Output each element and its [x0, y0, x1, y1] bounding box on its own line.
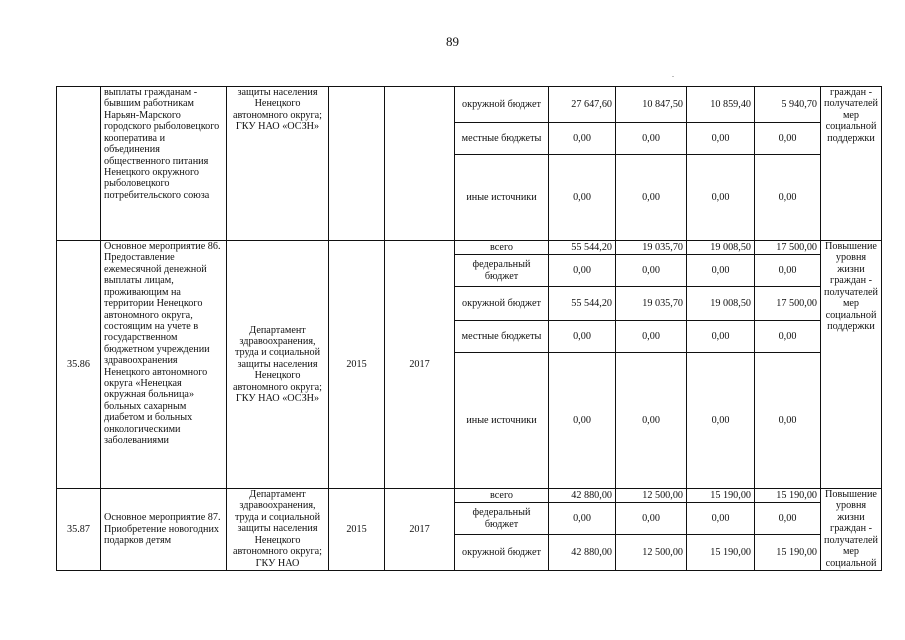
amount-2015: 0,00: [616, 255, 687, 287]
amount-2015: 0,00: [616, 155, 687, 241]
funding-source: окружной бюджет: [455, 535, 549, 571]
measure-name: Основное мероприятие 87. Приобретение новогодних подарков детям: [101, 489, 227, 571]
funding-source: иные источники: [455, 155, 549, 241]
table-row: [57, 241, 882, 255]
funding-source: иные источники: [455, 353, 549, 489]
amount-2017: 0,00: [755, 123, 821, 155]
table-row: [57, 87, 882, 123]
amount-total: 55 544,20: [549, 287, 616, 321]
amount-2015: 19 035,70: [616, 241, 687, 255]
amount-2015: 0,00: [616, 353, 687, 489]
amount-2016: 0,00: [687, 321, 755, 353]
amount-2017: 17 500,00: [755, 287, 821, 321]
item-number: [57, 87, 101, 241]
amount-total: 0,00: [549, 155, 616, 241]
amount-2017: 15 190,00: [755, 489, 821, 503]
end-year: 2017: [385, 489, 455, 571]
expected-result: Повышение уровня жизни граждан - получателей мер социальной: [821, 489, 882, 571]
funding-source: всего: [455, 241, 549, 255]
funding-source: федеральный бюджет: [455, 255, 549, 287]
amount-2017: 17 500,00: [755, 241, 821, 255]
amount-2017: 0,00: [755, 353, 821, 489]
amount-2016: 0,00: [687, 123, 755, 155]
expected-result: граждан - получателей мер социальной поддержки: [821, 87, 882, 241]
funding-source: местные бюджеты: [455, 321, 549, 353]
amount-2015: 0,00: [616, 321, 687, 353]
amount-2017: 0,00: [755, 321, 821, 353]
amount-2015: 19 035,70: [616, 287, 687, 321]
funding-source: окружной бюджет: [455, 87, 549, 123]
page-number: 89: [446, 34, 459, 49]
table-row: [57, 489, 882, 503]
amount-2017: 5 940,70: [755, 87, 821, 123]
start-year: 2015: [329, 241, 385, 489]
executor: защиты населения Ненецкого автономного округа; ГКУ НАО «ОСЗН»: [227, 87, 329, 241]
amount-2017: 0,00: [755, 155, 821, 241]
start-year: 2015: [329, 489, 385, 571]
amount-total: 0,00: [549, 321, 616, 353]
amount-total: 42 880,00: [549, 535, 616, 571]
amount-2016: 10 859,40: [687, 87, 755, 123]
amount-total: 0,00: [549, 353, 616, 489]
program-table: [56, 86, 882, 571]
amount-total: 55 544,20: [549, 241, 616, 255]
end-year: 2017: [385, 241, 455, 489]
amount-2016: 15 190,00: [687, 489, 755, 503]
start-year: [329, 87, 385, 241]
executor: Департамент здравоохранения, труда и социальной защиты населения Ненецкого автономного округа; ГКУ НАО: [227, 489, 329, 571]
amount-2016: 19 008,50: [687, 241, 755, 255]
measure-name: Основное мероприятие 86. Предоставление ежемесячной денежной выплаты лицам, проживающим на территории Ненецкого автономного округа, состоящим на учете в государственном бюджетном учреждении здравоохранения Ненецкого автономного округа «Ненецкая окружная больница» больных сахарным диабетом и больных онкологическими заболеваниями: [101, 241, 227, 489]
funding-source: местные бюджеты: [455, 123, 549, 155]
funding-source: всего: [455, 489, 549, 503]
amount-2016: 0,00: [687, 503, 755, 535]
end-year: [385, 87, 455, 241]
amount-total: 42 880,00: [549, 489, 616, 503]
amount-2016: 0,00: [687, 155, 755, 241]
funding-source: федеральный бюджет: [455, 503, 549, 535]
amount-2015: 10 847,50: [616, 87, 687, 123]
executor: Департамент здравоохранения, труда и социальной защиты населения Ненецкого автономного округа; ГКУ НАО «ОСЗН»: [227, 241, 329, 489]
amount-2017: 0,00: [755, 255, 821, 287]
amount-2015: 12 500,00: [616, 535, 687, 571]
measure-name: выплаты гражданам - бывшим работникам Нарьян-Марского городского рыболовецкого кооператива и объединения общественного питания Ненецкого окружного рыболовецкого потребительского союза: [101, 87, 227, 241]
amount-total: 27 647,60: [549, 87, 616, 123]
amount-2015: 12 500,00: [616, 489, 687, 503]
amount-total: 0,00: [549, 503, 616, 535]
amount-2016: 0,00: [687, 255, 755, 287]
scan-mark: .: [672, 70, 674, 79]
amount-2017: 0,00: [755, 503, 821, 535]
amount-total: 0,00: [549, 123, 616, 155]
amount-2015: 0,00: [616, 503, 687, 535]
amount-2015: 0,00: [616, 123, 687, 155]
funding-source: окружной бюджет: [455, 287, 549, 321]
amount-2016: 0,00: [687, 353, 755, 489]
expected-result: Повышение уровня жизни граждан - получателей мер социальной поддержки: [821, 241, 882, 489]
item-number: 35.86: [57, 241, 101, 489]
amount-2016: 15 190,00: [687, 535, 755, 571]
amount-2016: 19 008,50: [687, 287, 755, 321]
amount-2017: 15 190,00: [755, 535, 821, 571]
amount-total: 0,00: [549, 255, 616, 287]
item-number: 35.87: [57, 489, 101, 571]
